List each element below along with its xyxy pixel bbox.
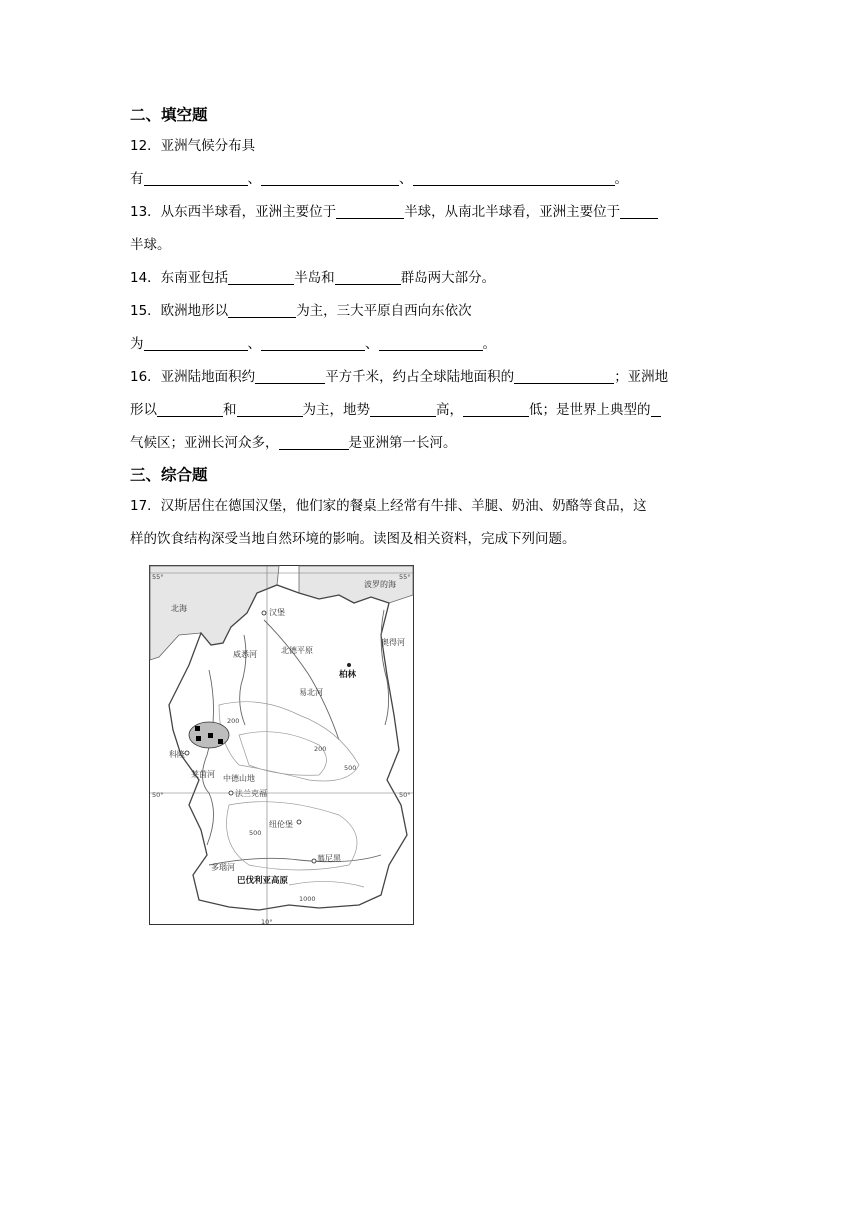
answer-blank[interactable] <box>279 433 349 450</box>
contour-label-200b: 200 <box>314 745 327 753</box>
lat-55-right: 55° <box>399 573 411 581</box>
cologne-dot <box>185 751 189 755</box>
question-16-line3: 气候区；亚洲长河众多， 是亚洲第一长河。 <box>130 435 457 451</box>
answer-blank[interactable] <box>651 400 661 417</box>
hamburg-label: 汉堡 <box>269 608 285 617</box>
lat-55-left: 55° <box>152 573 164 581</box>
answer-blank[interactable] <box>157 400 223 417</box>
question-14: 14．东南亚包括 半岛和 群岛两大部分。 <box>130 270 496 286</box>
contour-label-500: 500 <box>344 764 357 772</box>
answer-blank[interactable] <box>228 268 294 285</box>
section-2-heading: 二、填空题 <box>130 106 208 124</box>
munich-dot <box>312 859 316 863</box>
answer-blank[interactable] <box>261 169 399 186</box>
contour-label-1000: 1000 <box>299 895 316 903</box>
contour-label-200: 200 <box>227 717 240 725</box>
question-16-line1: 16．亚洲陆地面积约 平方千米，约占全球陆地面积的 ；亚洲地 <box>130 369 669 385</box>
answer-blank[interactable] <box>514 367 614 384</box>
frankfurt-label: 法兰克福 <box>235 789 267 798</box>
question-17-line1: 17．汉斯居住在德国汉堡，他们家的餐桌上经常有牛排、羊腿、奶油、奶酪等食品，这 <box>130 498 647 514</box>
answer-blank[interactable] <box>335 268 401 285</box>
baltic-sea-label: 波罗的海 <box>364 580 396 589</box>
cologne-label: 科隆 <box>169 750 185 759</box>
lon-10-label: 10° <box>261 918 273 925</box>
answer-blank[interactable] <box>463 400 529 417</box>
answer-blank[interactable] <box>144 334 248 351</box>
bavarian-plateau-label: 巴伐利亚高原 <box>237 876 289 886</box>
nuremberg-dot <box>297 820 301 824</box>
question-15-line1: 15．欧洲地形以 为主，三大平原自西向东依次 <box>130 303 472 319</box>
answer-blank[interactable] <box>228 301 296 318</box>
danube-label: 多瑙河 <box>211 863 235 872</box>
rhine-label: 莱茵河 <box>191 770 215 779</box>
marker-square <box>218 739 223 744</box>
answer-blank[interactable] <box>237 400 303 417</box>
answer-blank[interactable] <box>336 202 404 219</box>
question-17-line2: 样的饮食结构深受当地自然环境的影响。读图及相关资料，完成下列问题。 <box>130 531 576 547</box>
section-3-heading: 三、综合题 <box>130 466 208 484</box>
contour-label-500b: 500 <box>249 829 262 837</box>
answer-blank[interactable] <box>255 367 325 384</box>
marker-square <box>208 733 213 738</box>
answer-blank[interactable] <box>379 334 483 351</box>
central-uplands-label: 中德山地 <box>223 774 255 783</box>
question-13-line1: 13．从东西半球看，亚洲主要位于 半球，从南北半球看，亚洲主要位于 <box>130 196 730 229</box>
answer-blank[interactable] <box>370 400 436 417</box>
marker-square <box>196 736 201 741</box>
munich-label: 慕尼黑 <box>317 854 341 863</box>
question-12-line2: 有 、 、 。 <box>130 171 628 187</box>
oder-label: 奥得河 <box>381 638 405 647</box>
question-13-line2: 半球。 <box>130 237 171 253</box>
answer-blank[interactable] <box>144 169 248 186</box>
berlin-dot <box>347 663 351 667</box>
frankfurt-dot <box>229 791 233 795</box>
north-sea-label: 北海 <box>171 604 187 613</box>
hamburg-dot <box>262 611 266 615</box>
marker-square <box>195 726 200 731</box>
question-15-line2: 为 、 、 。 <box>130 336 496 352</box>
lat-50-left: 50° <box>152 791 164 799</box>
document-page <box>130 100 730 556</box>
answer-blank[interactable] <box>261 334 365 351</box>
plain-label: 北德平原 <box>281 646 313 655</box>
weser-label: 威悉河 <box>233 650 257 659</box>
elbe-label: 易北河 <box>299 688 323 697</box>
answer-blank[interactable] <box>620 202 658 219</box>
nuremberg-label: 纽伦堡 <box>269 820 293 829</box>
question-16-line2: 形以 和 为主，地势 高， 低；是世界上典型的 <box>130 394 730 427</box>
germany-map <box>149 565 414 925</box>
question-12-line1: 12．亚洲气候分布具 <box>130 138 256 154</box>
berlin-label: 柏林 <box>339 670 357 680</box>
lat-50-right: 50° <box>399 791 411 799</box>
answer-blank[interactable] <box>413 169 615 186</box>
